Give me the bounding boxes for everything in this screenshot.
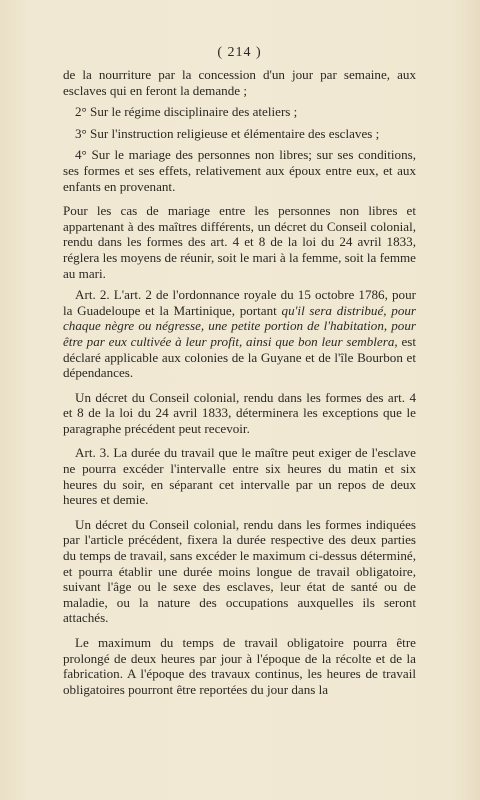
list-item-4: 4° Sur le mariage des personnes non libres; sur ses conditions, ses formes et ses effets, relativement aux époux entre eux, et aux enfants en provenant. xyxy=(63,147,416,194)
paragraph-maximum: Le maximum du temps de travail obligatoire pourra être prolongé de deux heures par jour à l'époque de la récolte et de la fabrication. A l'époque des travaux continus, les heures de travail obligatoires pourront être reportées du jour dans la xyxy=(63,635,416,697)
list-item-3: 3° Sur l'instruction religieuse et élémentaire des esclaves ; xyxy=(75,125,380,141)
paragraph-art-2 xyxy=(63,287,416,381)
paragraph-art-3: Art. 3. La durée du travail que le maître peut exiger de l'esclave ne pourra excéder l'intervalle entre six heures du matin et six heures du soir, en séparant cet intervalle par un repos de deux heures et demie. xyxy=(63,445,416,508)
paragraph-mariage: Pour les cas de mariage entre les personnes non libres et appartenant à des maîtres différents, un décret du Conseil colonial, rendu dans les formes des art. 4 et 8 de la loi du 24 avril 1833, réglera les moyens de réunir, soit le mari à la femme, soit la femme au mari. xyxy=(63,203,416,281)
paragraph-decret-exceptions: Un décret du Conseil colonial, rendu dans les formes des art. 4 et 8 de la loi du 24 avril 1833, déterminera les exceptions que le paragraphe précédent peut recevoir. xyxy=(63,389,416,436)
page-content xyxy=(63,30,416,697)
list-item-2: 2° Sur le régime disciplinaire des ateliers ; xyxy=(75,104,298,120)
art-2-text-end: , est déclaré applicable aux colonies de la Guyane et de l'île Bourbon et dépendances. xyxy=(63,333,416,381)
page-number: ( 214 ) xyxy=(217,45,262,60)
paragraph-continuation: de la nourriture par la concession d'un jour par semaine, aux esclaves qui en feront la demande ; xyxy=(63,67,416,98)
art-2-text: Art. 2. L'art. 2 de l'ordonnance royale du 15 octobre 1786, pour la Guadeloupe et la Martinique, portant xyxy=(63,287,416,318)
paragraph-decret-duree: Un décret du Conseil colonial, rendu dans les formes indiquées par l'article précédent, fixera la durée respective des deux parties du temps de travail, sans excéder le maximum ci-dessus déterminé, et pourra établir une durée moins longue de travail obligatoire, suivant l'âge ou le sexe des esclaves, leur état de santé ou de maladie, ou la nature des occupations auxquelles ils seront attachés. xyxy=(63,516,416,626)
art-2-italic-quote: qu'il sera distribué, pour chaque nègre ou négresse, une petite portion de l'habitation, pour être par eux cultivée à leur profit, ainsi que bon leur semblera xyxy=(63,302,417,349)
